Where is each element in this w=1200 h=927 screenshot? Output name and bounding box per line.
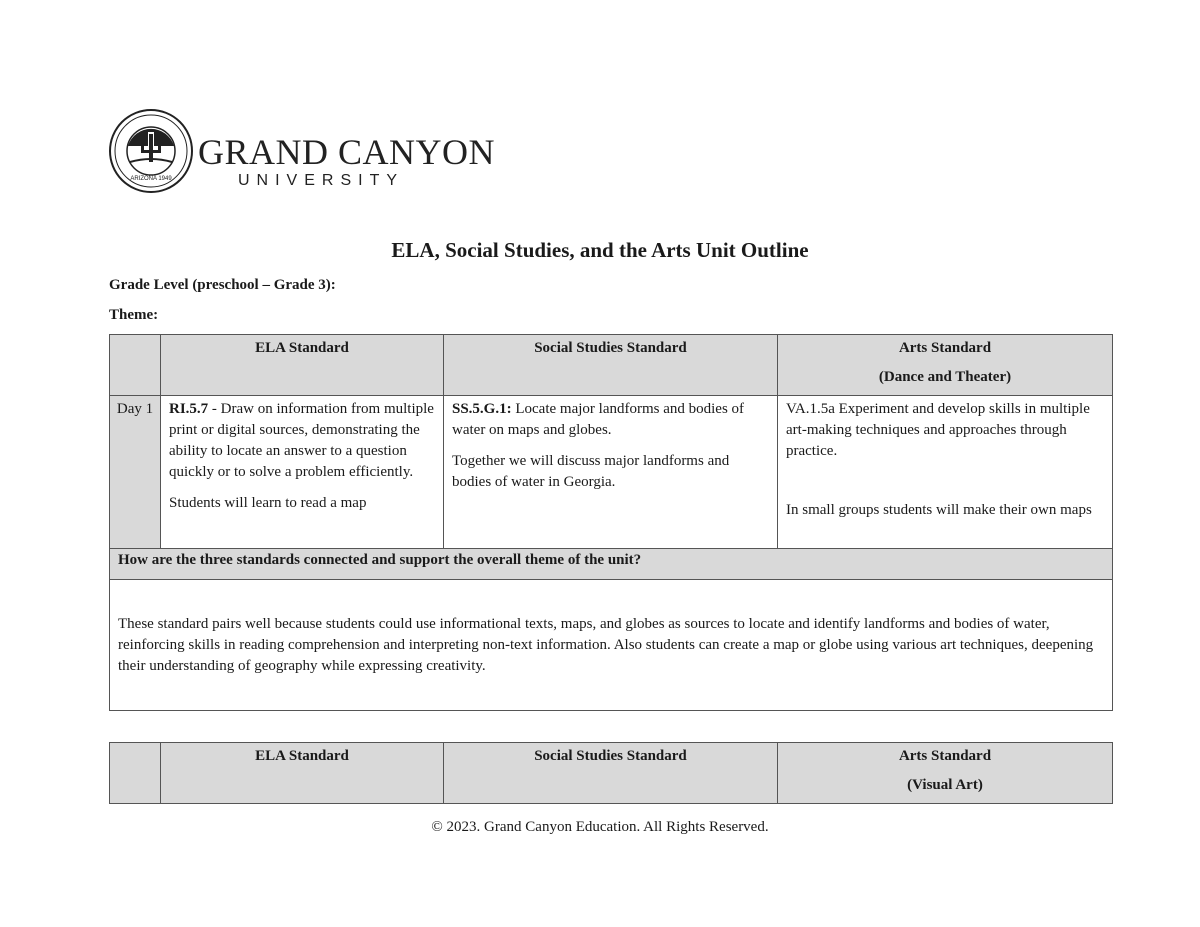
unit-outline-table-2	[109, 742, 1113, 804]
ela-standard-text: - Draw on information from multiple print or digital sources, demonstrating the ability to locate an answer to a question quickly or to solve a problem efficiently.	[169, 401, 434, 480]
logo-wordmark: GRAND CANYON	[198, 132, 496, 172]
question-row	[110, 549, 1113, 580]
header-ela: ELA Standard	[161, 743, 444, 804]
social-standard-code: SS.5.G.1:	[452, 401, 512, 417]
connection-question: How are the three standards connected and support the overall theme of the unit?	[110, 549, 1113, 580]
table-header-row	[110, 743, 1113, 804]
arts-cell	[778, 396, 1113, 549]
table-header-row	[110, 335, 1113, 396]
table-row	[110, 396, 1113, 549]
ela-activity: Students will learn to read a map	[169, 495, 367, 511]
ela-cell	[161, 396, 444, 549]
answer-row	[110, 580, 1113, 711]
page-title: ELA, Social Studies, and the Arts Unit Outline	[391, 238, 809, 262]
theme-label: Theme:	[109, 307, 159, 323]
social-standard-text: Locate major landforms and bodies of water on maps and globes.	[452, 401, 745, 438]
unit-outline-table	[109, 334, 1113, 711]
header-social: Social Studies Standard	[444, 743, 778, 804]
arts-standard-text: VA.1.5a Experiment and develop skills in multiple art-making techniques and approaches through practice.	[786, 401, 1090, 459]
header-empty-cell	[110, 335, 161, 396]
header-empty-cell	[110, 743, 161, 804]
social-activity: Together we will discuss major landforms and bodies of water in Georgia.	[452, 453, 730, 490]
header-ela: ELA Standard	[161, 335, 444, 396]
grade-level-label: Grade Level (preschool – Grade 3):	[109, 277, 336, 293]
day-cell: Day 1	[110, 396, 161, 549]
header-arts: Arts Standard (Dance and Theater)	[778, 335, 1113, 396]
header-social: Social Studies Standard	[444, 335, 778, 396]
copyright-footer: © 2023. Grand Canyon Education. All Rights Reserved.	[431, 819, 769, 835]
connection-answer: These standard pairs well because students could use informational texts, maps, and globes as sources to locate and identify landforms and bodies of water, reinforcing skills in reading comprehension and interpreting non-text information. Also students can create a map or globe using various art techniques, deepening their understanding of geography while expressing creativity.	[110, 580, 1113, 711]
header-arts: Arts Standard (Visual Art)	[778, 743, 1113, 804]
logo-subtitle: UNIVERSITY	[238, 172, 405, 189]
arts-activity: In small groups students will make their own maps	[786, 502, 1092, 518]
university-logo	[108, 108, 496, 196]
ela-standard-code: RI.5.7	[169, 401, 209, 417]
university-seal-icon	[108, 108, 194, 194]
social-cell	[444, 396, 778, 549]
svg-text:ARIZONA 1949: ARIZONA 1949	[130, 176, 172, 182]
